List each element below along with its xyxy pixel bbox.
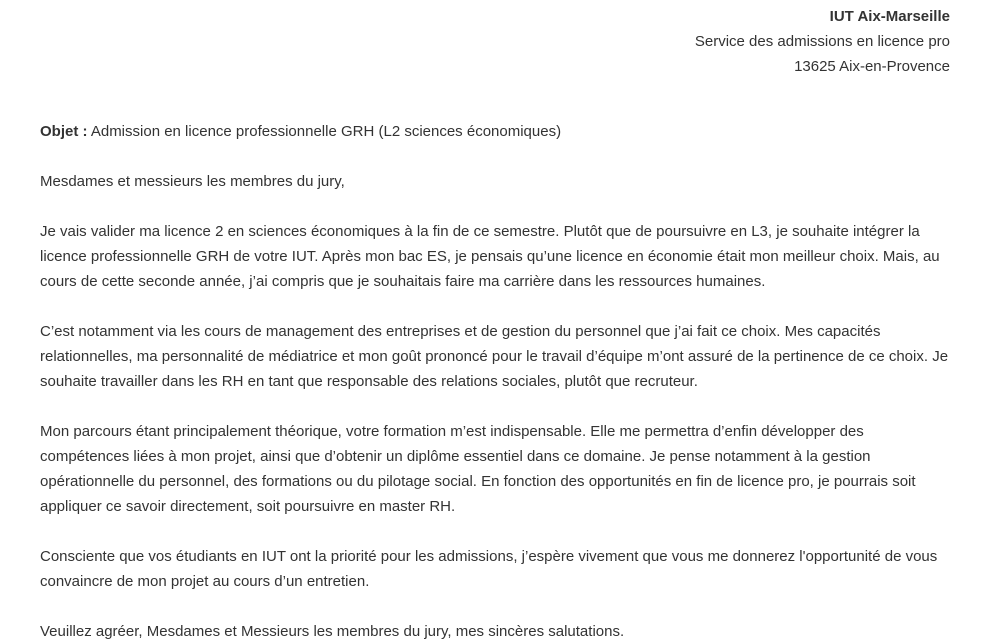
letter-paragraph-3: Mon parcours étant principalement théorique, votre formation m’est indispensable. Elle me permettra d’enfin développer des compétences liées à mon projet, ainsi que d’obtenir un diplôme essentiel dans ce domaine. Je pense notamment à la gestion opérationnelle du personnel, des formations ou du pilotage social. En fonction des opportunités en fin de licence pro, je pourrais soit appliquer ce savoir directement, soit poursuivre en master RH.: [40, 423, 916, 515]
letter: [40, 4, 950, 644]
letter-subject: [40, 119, 950, 144]
recipient-name: IUT Aix-Marseille: [829, 8, 950, 25]
recipient-address: [40, 4, 950, 79]
subject-label: Objet :: [40, 123, 88, 140]
letter-paragraph-1: Je vais valider ma licence 2 en sciences économiques à la fin de ce semestre. Plutôt que de poursuivre en L3, je souhaite intégrer la licence professionnelle GRH de votre IUT. Après mon bac ES, je pensais qu’une licence en économie était mon meilleur choix. Mais, au cours de cette seconde année, j’ai compris que je souhaitais faire ma carrière dans les ressources humaines.: [40, 223, 940, 290]
letter-paragraph-2: C’est notamment via les cours de management des entreprises et de gestion du personnel que j’ai fait ce choix. Mes capacités relationnelles, ma personnalité de médiatrice et mon goût prononcé pour le travail d’équipe m’ont assuré de la pertinence de ce choix. Je souhaite travailler dans les RH en tant que responsable des relations sociales, plutôt que recruteur.: [40, 323, 949, 390]
letter-paragraph-4: Consciente que vos étudiants en IUT ont la priorité pour les admissions, j’espère vivement que vous me donnerez l'opportunité de vous convaincre de mon projet au cours d’un entretien.: [40, 548, 938, 590]
subject-text: Admission en licence professionnelle GRH (L2 sciences économiques): [90, 123, 562, 140]
recipient-service: Service des admissions en licence pro: [694, 33, 950, 50]
letter-closing: Veuillez agréer, Mesdames et Messieurs les membres du jury, mes sincères salutations.: [40, 623, 625, 640]
letter-salutation: Mesdames et messieurs les membres du jury,: [40, 173, 345, 190]
recipient-city: 13625 Aix-en-Provence: [794, 58, 950, 75]
